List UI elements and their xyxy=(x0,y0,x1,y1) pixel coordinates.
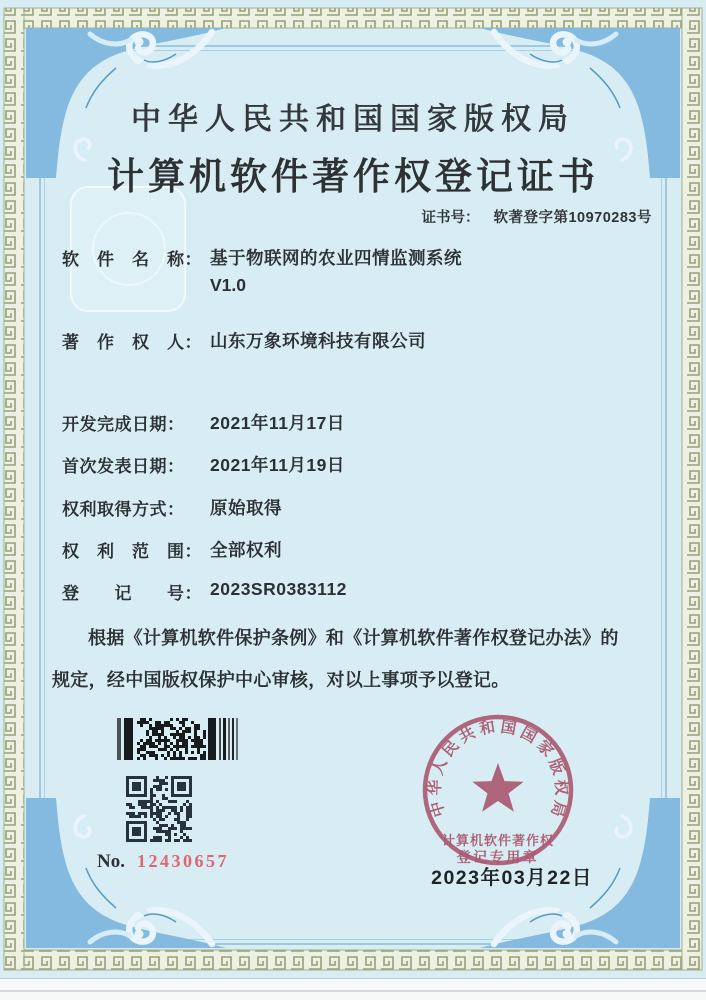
statement-line-1: 根据《计算机软件保护条例》和《计算机软件著作权登记办法》的 xyxy=(88,628,619,648)
seal-line1: 计算机软件著作权 xyxy=(441,833,555,848)
rights-acquisition-value: 原始取得 xyxy=(210,498,282,518)
border-bottom xyxy=(4,950,702,970)
certificate-title: 计算机软件著作权登记证书 xyxy=(107,156,599,197)
first-publish-date-row xyxy=(62,452,345,477)
registration-number-label: 登 记 号： xyxy=(62,584,202,603)
qr-code-image xyxy=(126,776,192,842)
rights-scope-label: 权 利 范 围： xyxy=(62,542,202,561)
serial-label: No. xyxy=(97,851,125,872)
issue-date: 2023年03月22日 xyxy=(431,867,593,889)
software-name-row xyxy=(62,245,462,270)
software-version-value: V1.0 xyxy=(210,275,246,295)
seal-star-icon xyxy=(472,763,523,812)
serial-number: 12430657 xyxy=(136,851,229,871)
copyright-owner-label: 著 作 权 人： xyxy=(62,333,202,352)
rights-acquisition-row xyxy=(62,495,282,520)
rights-scope-value: 全部权利 xyxy=(210,540,282,560)
seal-ring-text: 中华人民共和国国家版权局 xyxy=(426,718,570,819)
software-name-value: 基于物联网的农业四情监测系统 xyxy=(210,248,462,268)
software-name-label: 软 件 名 称： xyxy=(62,250,202,269)
statement-line-2: 规定，经中国版权保护中心审核，对以上事项予以登记。 xyxy=(52,670,510,690)
certificate-number-value: 软著登字第10970283号 xyxy=(493,210,652,226)
rights-scope-row xyxy=(62,537,282,562)
copyright-owner-value: 山东万象环境科技有限公司 xyxy=(210,331,426,351)
rights-acquisition-label: 权利取得方式： xyxy=(62,500,185,519)
serial-number-line xyxy=(97,851,229,873)
certificate-number-label: 证书号： xyxy=(421,210,480,226)
first-publish-date-value: 2021年11月19日 xyxy=(210,455,345,475)
copyright-owner-row xyxy=(62,328,426,353)
scan-edge-line xyxy=(0,990,706,992)
registration-number-row xyxy=(62,579,347,604)
certificate-number xyxy=(421,206,652,227)
registration-number-value: 2023SR0383112 xyxy=(210,579,347,599)
dev-complete-date-value: 2021年11月17日 xyxy=(210,413,345,433)
border-top xyxy=(4,8,702,28)
dev-complete-date-row xyxy=(62,410,345,435)
scan-edge-strip xyxy=(0,978,706,1000)
registration-seal xyxy=(408,693,588,885)
first-publish-date-label: 首次发表日期： xyxy=(62,457,185,476)
seal-line2: 登记专用章 xyxy=(456,849,540,865)
authority-title: 中华人民共和国国家版权局 xyxy=(131,103,575,136)
dev-complete-date-label: 开发完成日期： xyxy=(62,415,185,434)
barcode-image xyxy=(117,718,249,760)
